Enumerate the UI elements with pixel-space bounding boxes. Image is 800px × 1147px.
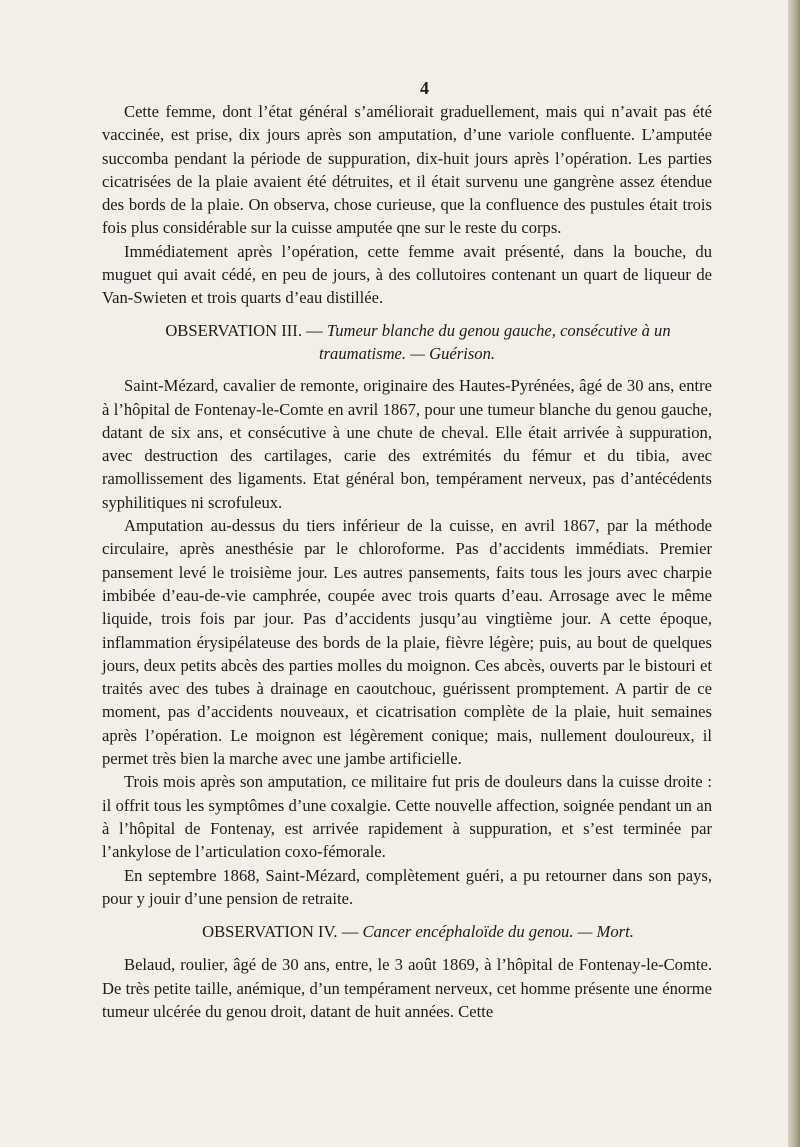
observation-3-paragraph-4: En septembre 1868, Saint-Mézard, complètement guéri, a pu retourner dans son pays, pour y jouir d’une pension de retraite. [102, 865, 712, 908]
observation-3-paragraph-1: Saint-Mézard, cavalier de remonte, originaire des Hautes-Pyrénées, âgé de 30 ans, entre à l’hôpital de Fontenay-le-Comte en avril 1867, pour une tumeur blanche du genou gauche, datant de six ans, et consécutive à une chute de cheval. Elle était arrivée à suppuration, avec destruction des cartilages, carie des extrémités du fémur et du tibia, avec ramollissement des ligaments. Etat général bon, tempérament nerveux, pas d’antécédents syphilitiques ni scrofuleux. [102, 376, 712, 512]
observation-4-heading [102, 920, 712, 943]
observation-4-label: OBSERVATION IV. — [202, 922, 363, 942]
page-edge-shadow [788, 0, 800, 1147]
observation-3-heading [102, 319, 712, 366]
observation-3-paragraph-3: Trois mois après son amputation, ce militaire fut pris de douleurs dans la cuisse droite : il offrit tous les symptômes d’une coxalgie. Cette nouvelle affection, soignée pendant un an à l’hôpital de Fontenay, est arrivée rapidement à suppuration, et s’est terminée par l’ankylose de l’articulation coxo-fémorale. [102, 772, 712, 862]
observation-3-paragraph-2: Amputation au-dessus du tiers inférieur de la cuisse, en avril 1867, par la méthode circulaire, après anesthésie par le chloroforme. Pas d’accidents immédiats. Premier pansement levé le troisième jour. Les autres pansements, faits tous les jours avec charpie imbibée d’eau-de-vie camphrée, coupée avec trois quarts d’eau. Arrosage avec le même liquide, trois fois par jour. Pas d’accidents jusqu’au vingtième jour. A cette époque, inflammation érysipélateuse des bords de la plaie, fièvre légère; puis, au bout de quelques jours, deux petits abcès des parties molles du moignon. Ces abcès, ouverts par le bistouri et traités avec des tubes à drainage en caoutchouc, guérissent promptement. A partir de ce moment, pas d’accidents nouveaux, et cicatrisation complète de la plaie, huit semaines après l’opération. Le moignon est légèrement conique; mais, nullement douloureux, il permet très bien la marche avec une jambe artificielle. [102, 516, 712, 769]
observation-4-title: Cancer encéphaloïde du genou. — Mort. [362, 922, 634, 942]
intro-paragraph-2: Immédiatement après l’opération, cette femme avait présenté, dans la bouche, du muguet qui avait cédé, en peu de jours, à des collutoires contenant un quart de liqueur de Van-Swieten et trois quarts d’eau distillée. [102, 241, 712, 308]
observation-3-label: OBSERVATION III. — [165, 320, 327, 340]
intro-paragraph-1: Cette femme, dont l’état général s’améliorait graduellement, mais qui n’avait pas été vaccinée, est prise, dix jours après son amputation, d’une variole confluente. L’amputée succomba pendant la période de suppuration, dix-huit jours après l’opération. Les parties cicatrisées de la plaie avaient été détruites, et il était survenu une gangrène assez étendue des bords de la plaie. On observa, chose curieuse, que la confluence des pustules était trois fois plus considérable sur la cuisse amputée qne sur le reste du corps. [102, 102, 712, 238]
text-column [102, 100, 712, 1023]
observation-3-title: Tumeur blanche du genou gauche, consécutive à un traumatisme. — Guérison. [318, 320, 671, 363]
observation-4-paragraph-1: Belaud, roulier, âgé de 30 ans, entre, le 3 août 1869, à l’hôpital de Fontenay-le-Comte. De très petite taille, anémique, d’un tempérament nerveux, cet homme présente une énorme tumeur ulcérée du genou droit, datant de huit années. Cette [102, 955, 712, 1021]
page-number: 4 [420, 78, 429, 98]
